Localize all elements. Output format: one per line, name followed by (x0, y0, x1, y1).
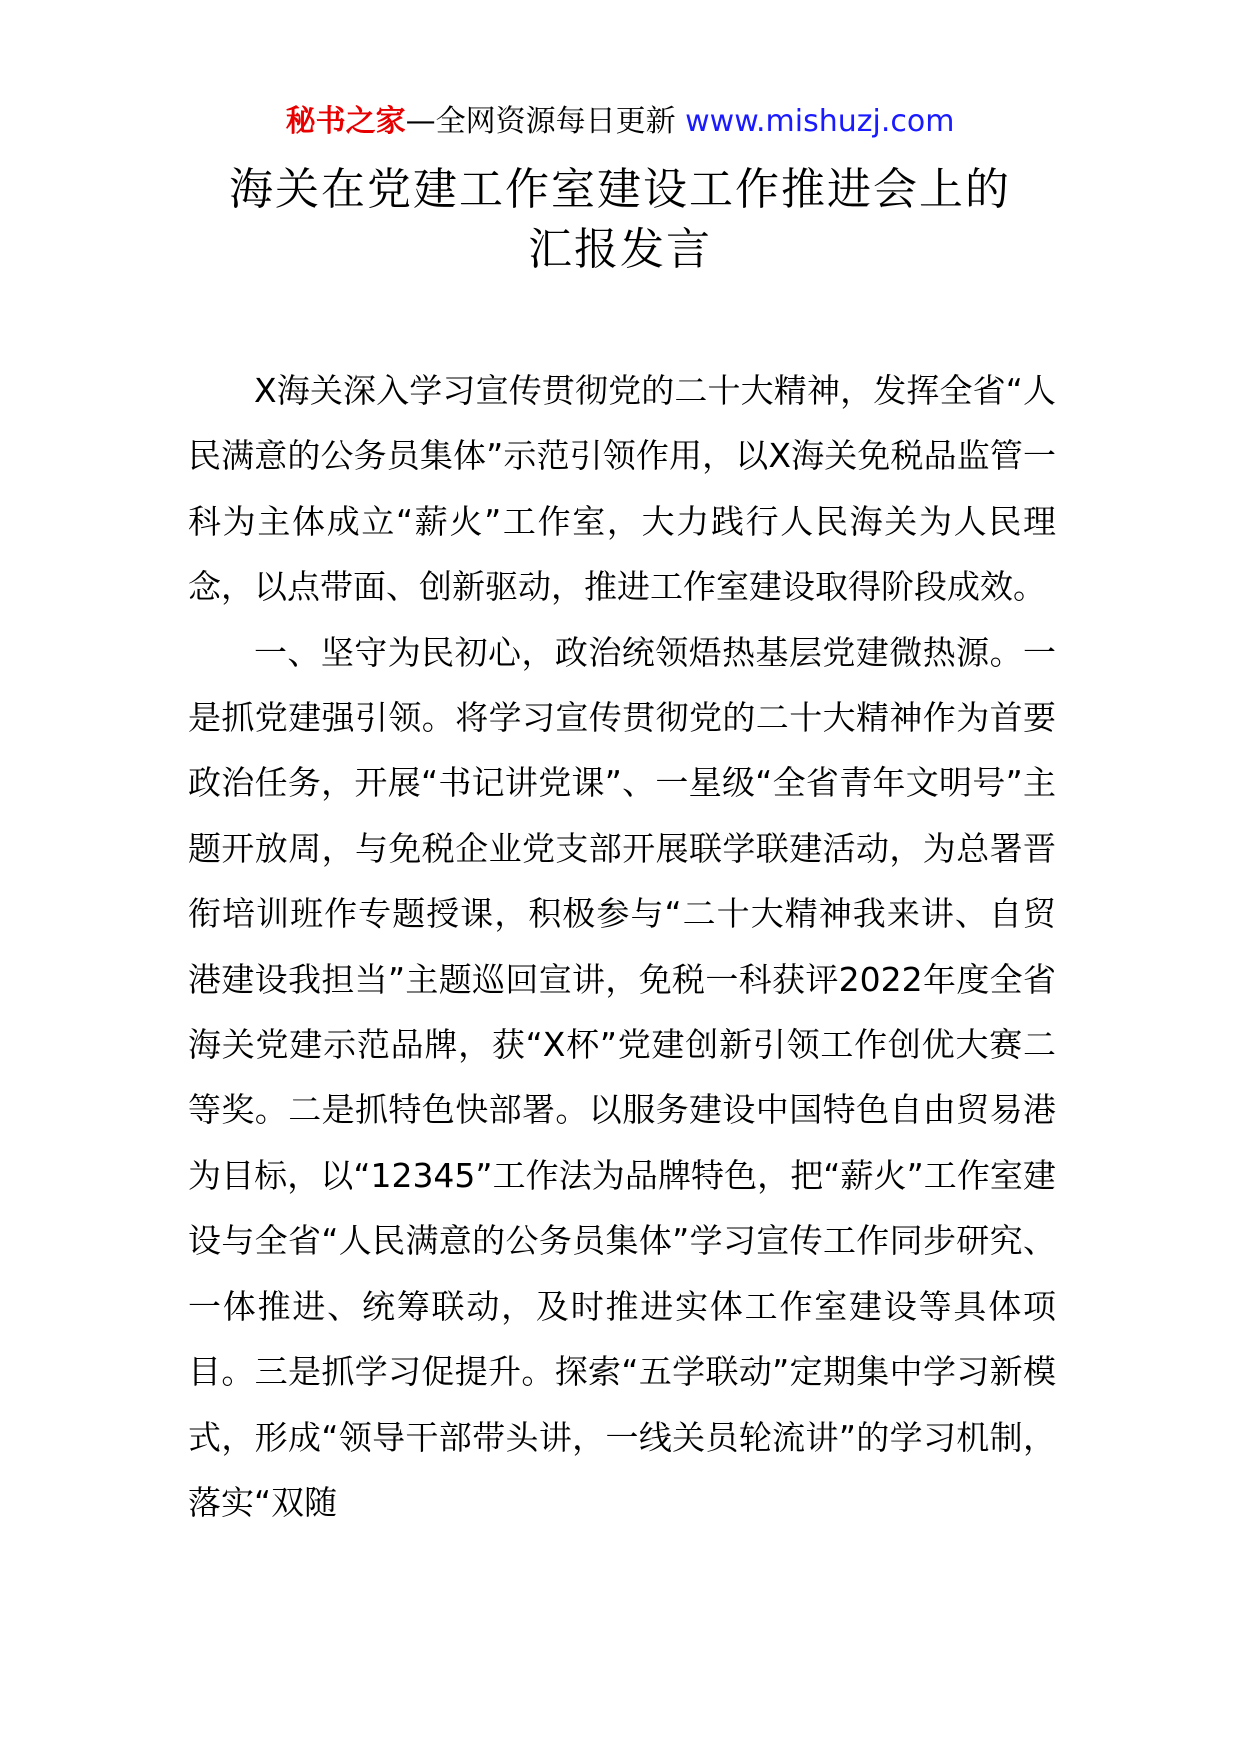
intro-paragraph: X海关深入学习宣传贯彻党的二十大精神，发挥全省“人民满意的公务员集体”示范引领作用，以X海关免税品监管一科为主体成立“薪火”工作室，大力践行人民海关为人民理念，以点带面、创新驱动，推进工作室建设取得阶段成效。 (188, 371, 1056, 607)
document-title (0, 160, 1240, 280)
document-body (188, 358, 1056, 1535)
brand-name: 秘书之家 (285, 104, 406, 139)
header-slogan: —全网资源每日更新 (405, 104, 676, 139)
section-1-paragraph (188, 620, 1056, 1536)
page-header (0, 100, 1240, 144)
title-line-2: 汇报发言 (528, 224, 712, 275)
section-1-body: 一是抓党建强引领。将学习宣传贯彻党的二十大精神作为首要政治任务，开展“书记讲党课”、一星级“全省青年文明号”主题开放周，与免税企业党支部开展联学联建活动，为总署晋衔培训班作专题授课，积极参与“二十大精神我来讲、自贸港建设我担当”主题巡回宣讲，免税一科获评2022年度全省海关党建示范品牌，获“X杯”党建创新引领工作创优大赛二等奖。二是抓特色快部署。以服务建设中国特色自由贸易港为目标，以“12345”工作法为品牌特色，把“薪火”工作室建设与全省“人民满意的公务员集体”学习宣传工作同步研究、一体推进、统筹联动，及时推进实体工作室建设等具体项目。三是抓学习促提升。探索“五学联动”定期集中学习新模式，形成“领导干部带头讲，一线关员轮流讲”的学习机制，落实“双随 (188, 632, 1056, 1522)
section-1-heading: 一、坚守为民初心，政治统领焐热基层党建微热源。 (254, 632, 1023, 672)
website-link[interactable]: www.mishuzj.com (685, 104, 955, 139)
title-line-1: 海关在党建工作室建设工作推进会上的 (229, 164, 1011, 215)
